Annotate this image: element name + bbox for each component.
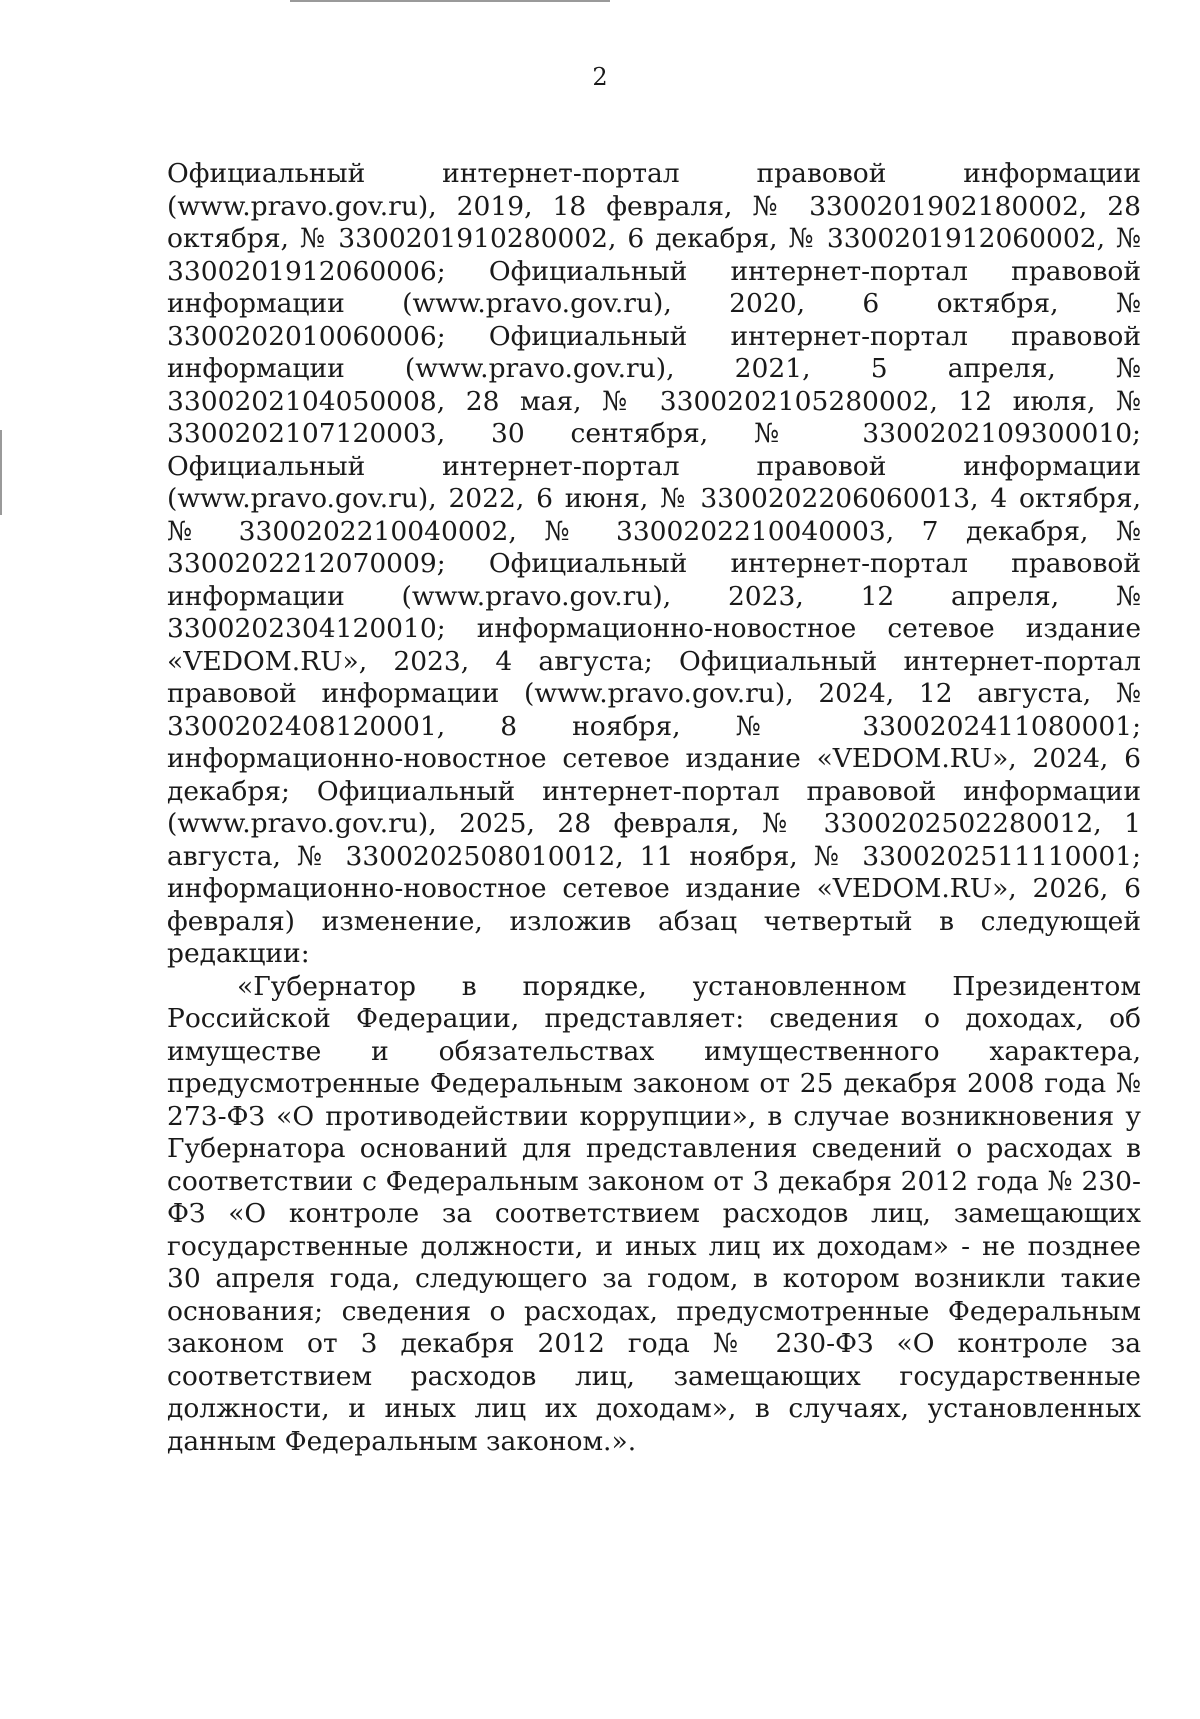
paragraph-sources: Официальный интернет-портал правовой информации (www.pravo.gov.ru), 2019, 18 февраля, № 3300201902180002, 28 октября, № 3300201910280002, 6 декабря, № 3300201912060002, № 3300201912060006; Официальный интернет-портал правовой информации (www.pravo.gov.ru), 2020, 6 октября, № 3300202010060006; Официальный интернет-портал правовой информации (www.pravo.gov.ru), 2021, 5 апреля, № 3300202104050008, 28 мая, № 3300202105280002, 12 июля, № 3300202107120003, 30 сентября, № 3300202109300010; Официальный интернет-портал правовой информации (www.pravo.gov.ru), 2022, 6 июня, № 3300202206060013, 4 октября, № 3300202210040002, № 3300202210040003, 7 декабря, № 3300202212070009; Официальный интернет-портал правовой информации (www.pravo.gov.ru), 2023, 12 апреля, № 3300202304120010; информационно-новостное сетевое издание «VEDOM.RU», 2023, 4 августа; Официальный интернет-портал правовой информации (www.pravo.gov.ru), 2024, 12 августа, № 3300202408120001, 8 ноября, № 3300202411080001; информационно-новостное сетевое издание «VEDOM.RU», 2024, 6 декабря; Официальный интернет-портал правовой информации (www.pravo.gov.ru), 2025, 28 февраля, № 3300202502280012, 1 августа, № 3300202508010012, 11 ноября, № 3300202511110001; информационно-новостное сетевое издание «VEDOM.RU», 2026, 6 февраля) изменение, изложив абзац четвертый в следующей редакции: xyxy=(167,158,1141,969)
document-body xyxy=(167,158,1141,1458)
paragraph-amendment: «Губернатор в порядке, установленном Президентом Российской Федерации, представляет: сведения о доходах, об имуществе и обязательствах имущественного характера, предусмотренные Федеральным законом от 25 декабря 2008 года № 273-ФЗ «О противодействии коррупции», в случае возникновения у Губернатора оснований для представления сведений о расходах в соответствии с Федеральным законом от 3 декабря 2012 года № 230-ФЗ «О контроле за соответствием расходов лиц, замещающих государственные должности, и иных лиц их доходам» - не позднее 30 апреля года, следующего за годом, в котором возникли такие основания; сведения о расходах, предусмотренные Федеральным законом от 3 декабря 2012 года № 230-ФЗ «О контроле за соответствием расходов лиц, замещающих государственные должности, и иных лиц их доходам», в случаях, установленных данным Федеральным законом.». xyxy=(167,970,1141,1457)
scan-edge-top xyxy=(290,0,610,2)
scan-edge-left xyxy=(0,430,2,515)
page-number: 2 xyxy=(592,63,608,91)
